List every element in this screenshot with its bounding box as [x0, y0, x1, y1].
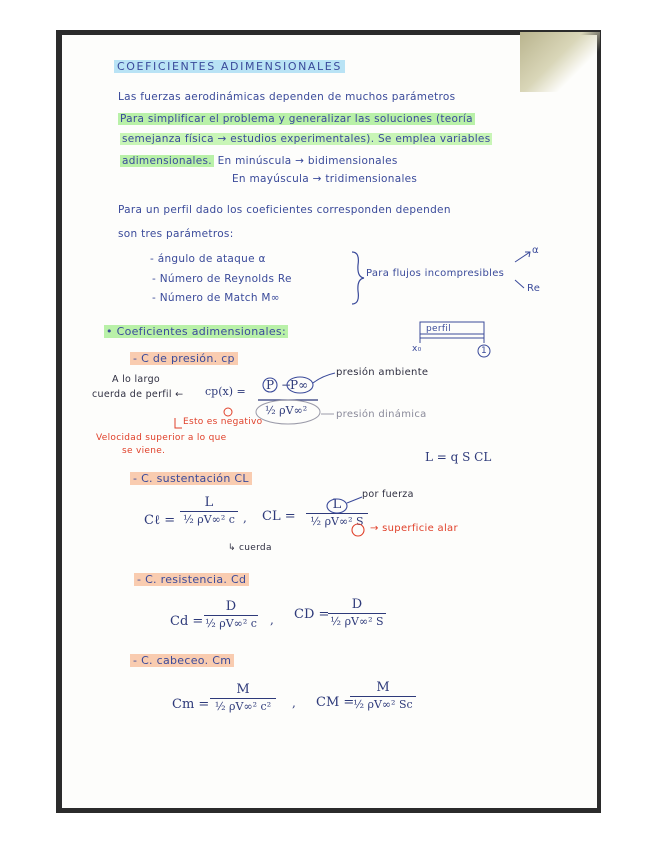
arrow-re-label: Re: [527, 283, 541, 294]
cabeceo-heading: - C. cabeceo. Cm: [130, 654, 234, 667]
CD-lhs: CD =: [294, 607, 330, 622]
presion-ambiente-note: presión ambiente: [336, 367, 429, 378]
arrow-to-re-icon: [515, 280, 524, 288]
superficie-alar-note: → superficie alar: [370, 523, 458, 534]
CL-numerator: L: [332, 497, 342, 512]
coef-heading: • Coeficientes adimensionales:: [106, 325, 286, 338]
param-alpha: - ángulo de ataque α: [150, 253, 266, 265]
arrow-alpha-label: α: [532, 245, 539, 256]
p-circle-icon: [263, 378, 277, 392]
page-title: COEFICIENTES ADIMENSIONALES: [114, 60, 345, 73]
intro-line-2: Para simplificar el problema y generalizar las soluciones (teoría: [120, 113, 473, 125]
cd-denominator: ½ ρV∞² c: [205, 617, 257, 630]
svg-text:,: ,: [243, 511, 247, 525]
CD-denominator: ½ ρV∞² S: [330, 615, 384, 628]
cuerda-note: ↳ cuerda: [228, 543, 272, 553]
cl-numerator: L: [204, 495, 214, 510]
arrow-to-alpha-icon: [515, 252, 530, 262]
arrow-to-ambient-icon: [313, 373, 335, 383]
CD-numerator: D: [351, 597, 363, 612]
intro-line-4: adimensionales. En minúscula → bidimensionales: [122, 155, 398, 167]
diagram-box-label: perfil: [426, 324, 451, 334]
cl-denominator: ½ ρV∞² c: [183, 513, 235, 526]
param-reynolds: - Número de Reynolds Re: [152, 273, 292, 285]
pinf-circle-icon: [287, 377, 313, 393]
CM-lhs: CM =: [316, 695, 355, 710]
intro-line-3: semejanza física → estudios experimentales). Se emplea variables: [122, 133, 491, 145]
cp-num-p: P: [266, 378, 275, 392]
minus-circle-icon: [224, 408, 232, 416]
cp-num-pinf: P∞: [290, 378, 309, 392]
sustentacion-heading: - C. sustentación CL: [130, 472, 252, 485]
svg-text:,: ,: [270, 613, 274, 627]
cm-denominator: ½ ρV∞² c²: [214, 700, 272, 713]
along-chord-note-2: cuerda de perfil ←: [92, 389, 184, 400]
cp-lhs: cp(x) =: [205, 385, 246, 398]
resistencia-heading: - C. resistencia. Cd: [134, 573, 249, 586]
lift-formula: L = q S CL: [425, 450, 492, 464]
perfil-line-2: son tres parámetros:: [118, 228, 234, 240]
perfil-line-1: Para un perfil dado los coeficientes corresponden dependen: [118, 204, 451, 216]
svg-text:,: ,: [292, 696, 296, 710]
presion-dinamica-note: presión dinámica: [336, 409, 427, 420]
CM-numerator: M: [376, 680, 390, 695]
along-chord-note-1: A lo largo: [112, 374, 161, 385]
por-fuerza-note: por fuerza: [362, 489, 414, 500]
circle-one-icon: [478, 345, 490, 357]
cm-lhs: Cm =: [172, 697, 210, 712]
intro-line-5: En mayúscula → tridimensionales: [232, 173, 418, 185]
param-mach: - Número de Match M∞: [152, 292, 280, 304]
L-circle-icon: [327, 499, 347, 513]
diagram-x0-label: x₀: [412, 344, 422, 354]
CM-denominator: ½ ρV∞² Sc: [353, 698, 413, 711]
velocity-note-2: se viene.: [122, 446, 166, 456]
diagram-circle-label: 1: [481, 346, 488, 356]
arrow-to-por-fuerza-icon: [347, 497, 362, 503]
perfil-box: [420, 322, 484, 334]
cp-den: ½ ρV∞²: [265, 404, 308, 417]
cd-lhs: Cd =: [170, 614, 204, 629]
presion-heading: - C de presión. cp: [130, 352, 238, 365]
parameter-brace: [352, 252, 364, 304]
velocity-note-1: Velocidad superior a lo que: [96, 433, 227, 443]
negative-note: Esto es negativo: [183, 417, 263, 427]
red-hook-arrow-icon: [175, 418, 182, 428]
cl-lhs: Cℓ =: [144, 513, 176, 528]
intro-line-1: Las fuerzas aerodinámicas dependen de muchos parámetros: [118, 91, 456, 103]
CL-denominator: ½ ρV∞² S: [310, 515, 364, 528]
cd-numerator: D: [225, 599, 237, 614]
dynamic-pressure-circle-icon: [256, 400, 320, 424]
CL-lhs: CL =: [262, 509, 296, 524]
cm-numerator: M: [236, 682, 250, 697]
S-circle-icon: [352, 524, 364, 536]
cp-num-minus: −: [281, 378, 292, 392]
brace-note: Para flujos incompresibles: [366, 268, 505, 279]
